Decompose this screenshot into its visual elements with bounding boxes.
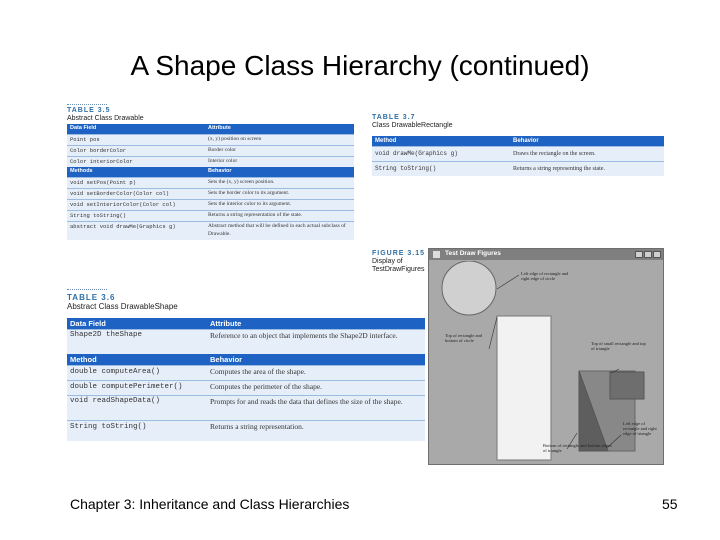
table-row [67,421,425,442]
table-3-6-number: TABLE 3.6 [67,293,116,302]
figure-3-15-caption [372,250,428,274]
table-3-5 [67,124,354,240]
method-cell: void setInteriorColor(Color col) [67,200,205,211]
table-row [67,178,354,189]
method-cell: void setBorderColor(Color col) [67,189,205,200]
table-row [372,162,664,177]
table-3-7-number: TABLE 3.7 [372,114,416,121]
field-cell: Shape2D theShape [67,330,207,355]
header-cell: Method [67,354,207,366]
table-3-7-caption [372,114,453,130]
table-row [67,396,425,421]
table-3-6-caption [67,293,178,311]
field-cell: Color borderColor [67,146,205,157]
header-cell: Data Field [67,124,205,135]
maximize-icon[interactable] [644,251,652,258]
behavior-cell: Returns a string representation. [207,421,425,442]
table-3-6-rule [67,289,107,290]
method-cell: String toString() [67,421,207,442]
method-cell: abstract void drawMe(Graphics g) [67,222,205,241]
method-cell: double computePerimeter() [67,381,207,396]
table-3-5-number: TABLE 3.5 [67,107,111,114]
header-cell: Behavior [510,136,664,147]
table-row [67,381,425,396]
table-header-row [67,318,425,330]
table-3-5-title: Abstract Class Drawable [67,115,144,122]
window-title: Test Draw Figures [445,250,501,257]
annotation-triangle-edge: Left edge of rectangle and right edge of triangle [623,421,657,436]
behavior-cell: Sets the border color to its argument. [205,189,354,200]
page-number: 55 [662,496,678,512]
minimize-icon[interactable] [635,251,643,258]
attribute-cell: Interior color [205,157,354,168]
table-3-6-title: Abstract Class DrawableShape [67,302,178,311]
test-draw-figures-window [428,248,664,465]
header-cell: Data Field [67,318,207,330]
behavior-cell: Prompts for and reads the data that defines the size of the shape. [207,396,425,421]
table-row [67,222,354,241]
table-row [372,147,664,162]
slide-title: A Shape Class Hierarchy (continued) [130,50,590,81]
figure-3-15-number: FIGURE 3.15 [372,250,426,257]
method-cell: void drawMe(Graphics g) [372,147,510,162]
circle-shape [442,261,496,315]
table-3-6 [67,318,425,441]
behavior-cell: Returns a string representation of the state. [205,211,354,222]
behavior-cell: Sets the interior color to its argument. [205,200,354,211]
method-cell: String toString() [372,162,510,177]
window-titlebar [429,249,663,260]
annotation-circle-right: Left edge of rectangle and right edge of circle [521,271,569,281]
attribute-cell: Reference to an object that implements the Shape2D interface. [207,330,425,355]
annotation-small-rectangle-top: Top of small rectangle and top of triangle [591,341,646,351]
header-cell: Methods [67,167,205,178]
close-icon[interactable] [653,251,661,258]
method-cell: void setPos(Point p) [67,178,205,189]
table-row [67,366,425,381]
large-rectangle-shape [497,316,551,460]
header-cell: Attribute [207,318,425,330]
header-cell: Attribute [205,124,354,135]
behavior-cell: Computes the area of the shape. [207,366,425,381]
header-cell: Behavior [205,167,354,178]
table-row [67,330,425,355]
annotation-rectangle-top: Top of rectangle and bottom of circle [445,333,483,343]
table-header-row [67,354,425,366]
figure-3-15-title: Display of TestDrawFigures [372,258,425,273]
annotation-bottom-edges: Bottom of rectangle and bottom edges of triangle [543,443,612,453]
table-3-7 [372,136,664,176]
window-app-icon [433,251,440,258]
table-row [67,146,354,157]
behavior-cell: Draws the rectangle on the screen. [510,147,664,162]
slide-footer: Chapter 3: Inheritance and Class Hierarchies [70,496,350,512]
method-cell: String toString() [67,211,205,222]
table-3-5-caption [67,107,144,123]
table-row [67,135,354,146]
table-row [67,189,354,200]
table-header-row [67,167,354,178]
field-cell: Color interiorColor [67,157,205,168]
method-cell: void readShapeData() [67,396,207,421]
header-cell: Method [372,136,510,147]
header-cell: Behavior [207,354,425,366]
behavior-cell: Computes the perimeter of the shape. [207,381,425,396]
attribute-cell: Border color [205,146,354,157]
table-header-row [372,136,664,147]
table-row [67,211,354,222]
table-3-5-rule [67,104,107,105]
small-rectangle-shape [610,372,644,399]
field-cell: Point pos [67,135,205,146]
attribute-cell: (x, y) position on screen [205,135,354,146]
table-3-7-title: Class DrawableRectangle [372,122,453,129]
behavior-cell: Returns a string representing the state. [510,162,664,177]
pointer-line [497,275,519,289]
method-cell: double computeArea() [67,366,207,381]
table-header-row [67,124,354,135]
table-row [67,200,354,211]
behavior-cell: Abstract method that will be defined in each actual subclass of Drawable. [205,222,354,241]
behavior-cell: Sets the (x, y) screen position. [205,178,354,189]
table-row [67,157,354,168]
